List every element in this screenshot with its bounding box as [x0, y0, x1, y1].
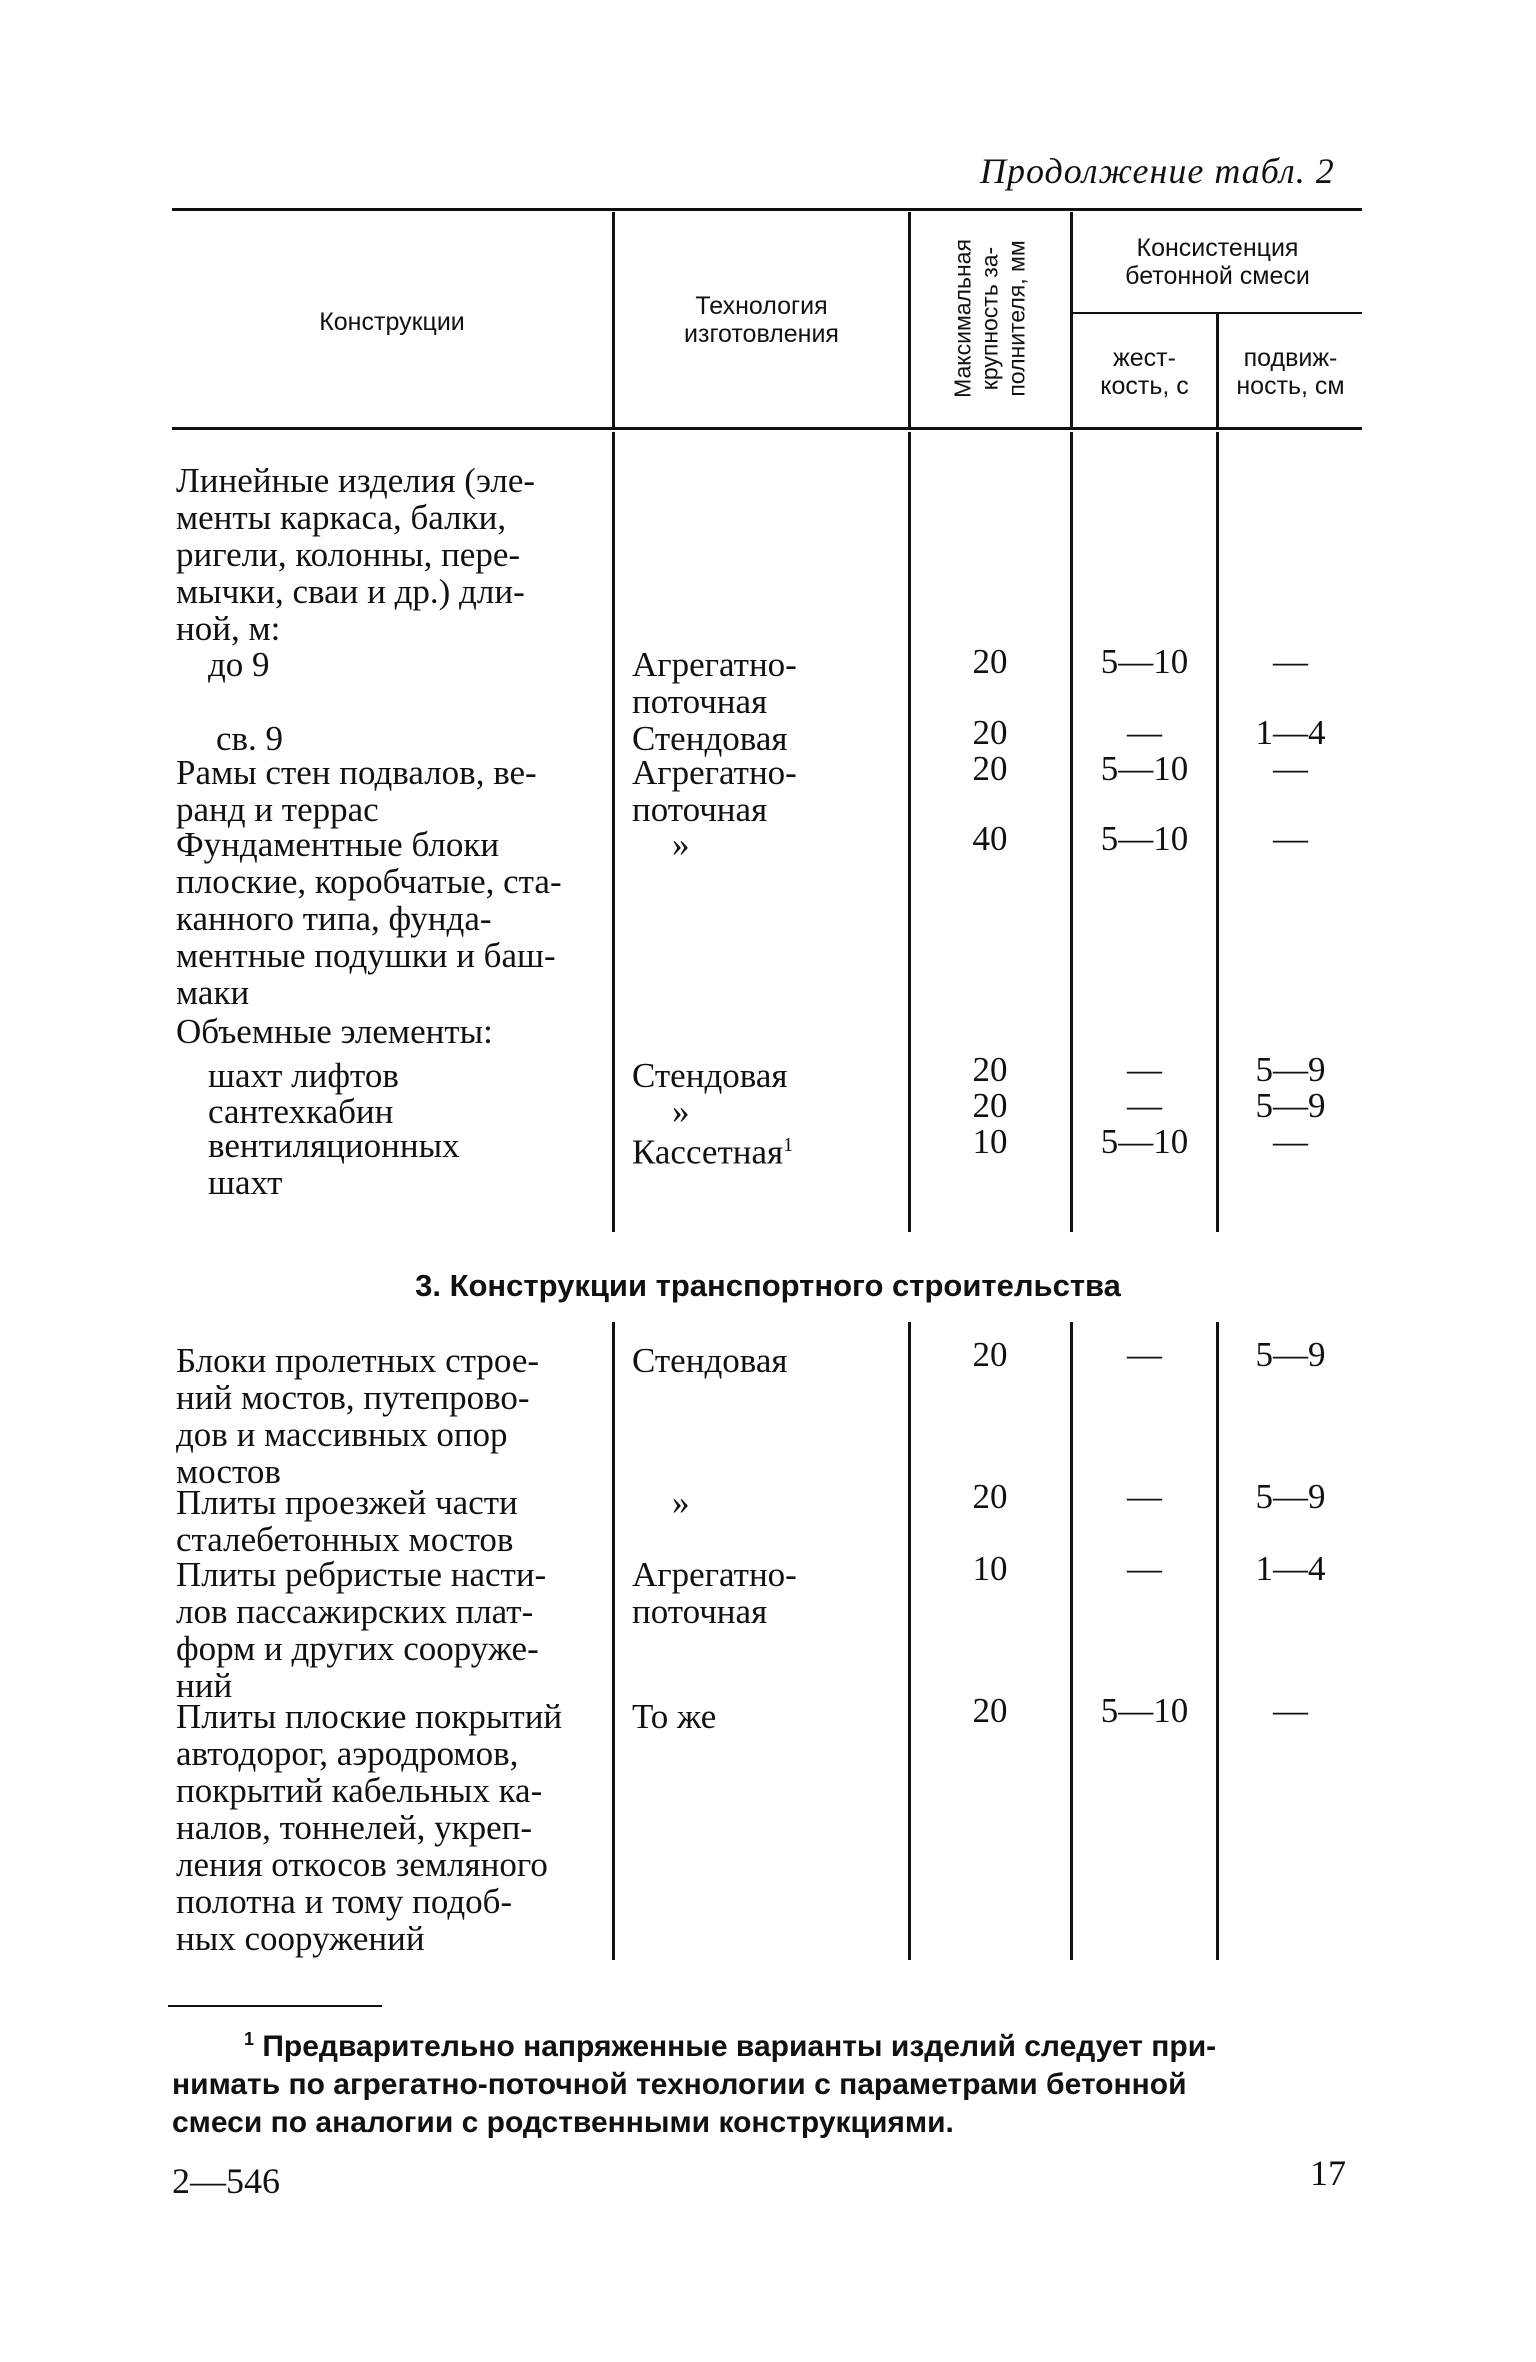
- col-header-construction: Конструкции: [319, 308, 465, 336]
- s3-divider-3: [1070, 1322, 1073, 1960]
- stiff-linear-up-to-9: 5—10: [1100, 642, 1189, 681]
- mob-ventilation-shafts: —: [1273, 1122, 1308, 1161]
- tech-deck-slabs: »: [672, 1483, 690, 1522]
- mob-linear-up-to-9: —: [1273, 642, 1308, 681]
- mob-linear-over-9: 1—4: [1255, 713, 1326, 752]
- page-number: 17: [1310, 2153, 1346, 2193]
- tech-ribbed-slabs: Агрегатно- поточная: [632, 1555, 797, 1631]
- mob-basement-frames: —: [1273, 749, 1308, 788]
- col-header-stiffness: жест- кость, с: [1100, 344, 1189, 400]
- mob-foundation-blocks: —: [1273, 819, 1308, 858]
- size-sanitary-cabins: 20: [972, 1086, 1008, 1125]
- tech-elevator-shafts: Стендовая: [632, 1056, 788, 1095]
- row-bridge-blocks: Блоки пролетных строе- ний мостов, путепрово- дов и массивных опор мостов: [176, 1341, 540, 1491]
- row-group-linear: Линейные изделия (эле- менты каркаса, балки, ригели, колонны, пере- мычки, сваи и др.) дли- ной, м:: [176, 461, 536, 648]
- running-header: Продолжение табл. 2: [980, 151, 1335, 191]
- mob-bridge-blocks: 5—9: [1255, 1335, 1326, 1374]
- row-ribbed-slabs: Плиты ребристые насти- лов пассажирских плат- форм и других сооруже- ний: [176, 1555, 547, 1705]
- row-flat-slabs: Плиты плоские покрытий автодорог, аэродромов, покрытий кабельных ка- налов, тоннелей, укреп- ления откосов земляного полотна и тому подоб- ных сооружений: [176, 1697, 563, 1958]
- s3-divider-4: [1216, 1322, 1219, 1960]
- footnote-mark: 1: [244, 2029, 255, 2049]
- footnote-text: Предварительно напряженные варианты изделий следует при- нимать по агрегатно-поточной технологии с параметрами бетонной смеси по аналогии с родственными конструкциями.: [172, 2030, 1217, 2139]
- tech-foundation-blocks: »: [672, 825, 690, 864]
- stiff-ribbed-slabs: —: [1127, 1549, 1162, 1588]
- tech-linear-up-to-9: Агрегатно- поточная: [632, 645, 797, 721]
- tech-linear-over-9: Стендовая: [632, 719, 788, 758]
- row-sanitary-cabins: сантехкабин: [208, 1092, 394, 1131]
- row-deck-slabs: Плиты проезжей части сталебетонных мостов: [176, 1483, 518, 1559]
- row-ventilation-shafts: вентиляционных шахт: [208, 1126, 460, 1202]
- col-header-max-size: Максимальная крупность за- полнителя, мм: [949, 239, 1030, 398]
- tech-ventilation-shafts-label: Кассетная: [632, 1132, 784, 1172]
- stiff-elevator-shafts: —: [1127, 1050, 1162, 1089]
- row-linear-up-to-9: до 9: [208, 645, 270, 684]
- size-bridge-blocks: 20: [972, 1335, 1008, 1374]
- stiff-deck-slabs: —: [1127, 1477, 1162, 1516]
- header-divider-2: [908, 212, 911, 427]
- stiff-sanitary-cabins: —: [1127, 1086, 1162, 1125]
- col-header-mobility: подвиж- ность, см: [1236, 344, 1345, 400]
- s3-divider-2: [908, 1322, 911, 1960]
- stiff-basement-frames: 5—10: [1100, 749, 1189, 788]
- size-flat-slabs: 20: [972, 1691, 1008, 1730]
- stiff-linear-over-9: —: [1127, 713, 1162, 752]
- stiff-flat-slabs: 5—10: [1100, 1691, 1189, 1730]
- section-3-title: 3. Конструкции транспортного строительства: [415, 1268, 1121, 1303]
- row-group-volume: Объемные элементы:: [176, 1012, 493, 1051]
- size-linear-over-9: 20: [972, 713, 1008, 752]
- row-foundation-blocks: Фундаментные блоки плоские, коробчатые, ста- канного типа, фунда- ментные подушки и баш- маки: [176, 825, 562, 1012]
- stiff-bridge-blocks: —: [1127, 1335, 1162, 1374]
- stiff-ventilation-shafts: 5—10: [1100, 1122, 1189, 1161]
- size-basement-frames: 20: [972, 749, 1008, 788]
- mob-deck-slabs: 5—9: [1255, 1477, 1326, 1516]
- signature-mark: 2—546: [172, 2161, 280, 2201]
- tech-flat-slabs: То же: [632, 1697, 717, 1736]
- header-bottom-rule: [172, 427, 1362, 430]
- tech-bridge-blocks: Стендовая: [632, 1341, 788, 1380]
- col-header-consistency: Консистенция бетонной смеси: [1125, 234, 1310, 290]
- size-deck-slabs: 20: [972, 1477, 1008, 1516]
- footnote-rule: [168, 2005, 382, 2007]
- tech-sanitary-cabins: »: [672, 1092, 690, 1131]
- size-ribbed-slabs: 10: [972, 1549, 1008, 1588]
- row-basement-frames: Рамы стен подвалов, ве- ранд и террас: [176, 753, 537, 829]
- mob-sanitary-cabins: 5—9: [1255, 1086, 1326, 1125]
- footnote: [172, 2020, 1362, 2142]
- mob-ribbed-slabs: 1—4: [1255, 1549, 1326, 1588]
- tech-basement-frames: Агрегатно- поточная: [632, 753, 797, 829]
- tech-ventilation-shafts: [632, 1127, 793, 1171]
- size-linear-up-to-9: 20: [972, 642, 1008, 681]
- mob-elevator-shafts: 5—9: [1255, 1050, 1326, 1089]
- size-elevator-shafts: 20: [972, 1050, 1008, 1089]
- table-top-rule: [172, 208, 1362, 211]
- stiff-foundation-blocks: 5—10: [1100, 819, 1189, 858]
- row-linear-over-9: св. 9: [216, 719, 284, 758]
- col-header-technology: Технология изготовления: [684, 292, 839, 348]
- mob-flat-slabs: —: [1273, 1691, 1308, 1730]
- size-ventilation-shafts: 10: [972, 1122, 1008, 1161]
- size-foundation-blocks: 40: [972, 819, 1008, 858]
- footnote-ref: 1: [783, 1134, 794, 1156]
- row-elevator-shafts: шахт лифтов: [208, 1056, 399, 1095]
